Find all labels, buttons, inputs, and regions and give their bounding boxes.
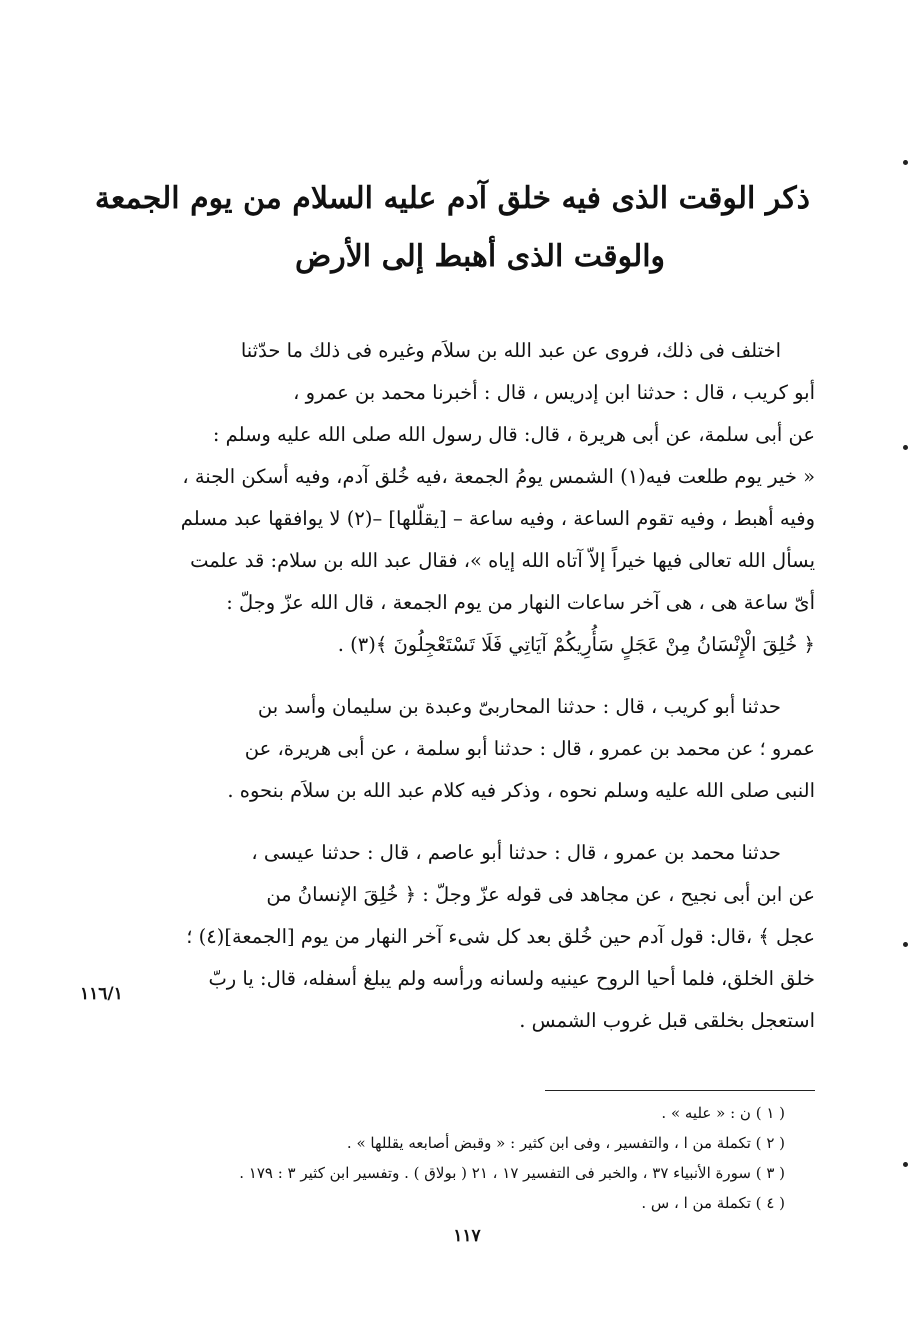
text-line: استعجل بخلقى قبل غروب الشمس . (519, 1009, 815, 1032)
text-line: حدثنا محمد بن عمرو ، قال : حدثنا أبو عاصم ، قال : حدثنا عيسى ، (251, 841, 781, 864)
text-line: اختلف فى ذلك، فروى عن عبد الله بن سلاَم وغيره فى ذلك ما حدّثنا (240, 339, 781, 362)
scan-speck (903, 942, 908, 947)
chapter-title-line-2: والوقت الذى أهبط إلى الأرض (294, 239, 666, 274)
quran-verse-line: ﴿ خُلِقَ الْإِنْسَانُ مِنْ عَجَلٍ سَأُرِيكُمْ آيَاتِي فَلَا تَسْتَعْجِلُونَ ﴾(٣) . (337, 633, 815, 656)
text-line: أبو كريب ، قال : حدثنا ابن إدريس ، قال : أخبرنا محمد بن عمرو ، (293, 381, 815, 404)
text-line: يسأل الله تعالى فيها خيراً إلاّ آتاه الله إياه »، فقال عبد الله بن سلام: قد علمت (190, 549, 815, 572)
body-text (175, 330, 815, 1042)
footnote-2: ( ٢ ) تكملة من ا ، والتفسير ، وفى ابن كثير : « وقبض أصابعه يقللها » . (346, 1134, 785, 1152)
text-line: أىّ ساعة هى ، هى آخر ساعات النهار من يوم الجمعة ، قال الله عزّ وجلّ : (226, 591, 815, 614)
text-line: وفيه أهبط ، وفيه تقوم الساعة ، وفيه ساعة – [يقلّلها] –(٢) لا يوافقها عبد مسلم (180, 507, 815, 530)
paragraph-1 (175, 330, 815, 666)
margin-reference: ١١٦/١ (80, 984, 123, 1004)
chapter-title (94, 170, 810, 286)
paragraph-3 (175, 832, 815, 1042)
footnote-divider (545, 1090, 815, 1091)
footnote-3: ( ٣ ) سورة الأنبياء ٣٧ ، والخبر فى التفسير ١٧ ، ٢١ ( بولاق ) . وتفسير ابن كثير ٣ : ١٧٩ . (239, 1164, 785, 1182)
text-line: عمرو ؛ عن محمد بن عمرو ، قال : حدثنا أبو سلمة ، عن أبى هريرة، عن (244, 737, 815, 760)
chapter-title-line-1: ذكر الوقت الذى فيه خلق آدم عليه السلام من يوم الجمعة (94, 181, 810, 216)
text-line: خلق الخلق، فلما أحيا الروح عينيه ولسانه ورأسه ولم يبلغ أسفله، قال: يا ربّ (208, 967, 815, 990)
footnote-1: ( ١ ) ن : « عليه » . (661, 1104, 785, 1122)
footnote-4: ( ٤ ) تكملة من ا ، س . (641, 1194, 785, 1212)
text-line: عن أبى سلمة، عن أبى هريرة ، قال: قال رسول الله صلى الله عليه وسلم : (212, 423, 815, 446)
scan-speck (903, 160, 908, 165)
text-line: حدثنا أبو كريب ، قال : حدثنا المحاربىّ وعبدة بن سليمان وأسد بن (257, 695, 781, 718)
text-line: « خير يوم طلعت فيه(١) الشمس يومُ الجمعة ،فيه خُلق آدم، وفيه أسكن الجنة ، (182, 465, 815, 488)
footnotes (165, 1098, 785, 1218)
page-number: ١١٧ (453, 1226, 481, 1246)
text-line: عجل ﴾ ،قال: قول آدم حين خُلق بعد كل شىء آخر النهار من يوم [الجمعة](٤) ؛ (186, 925, 815, 948)
text-line: النبى صلى الله عليه وسلم نحوه ، وذكر فيه كلام عبد الله بن سلاَم بنحوه . (227, 779, 815, 802)
scan-speck (903, 1162, 908, 1167)
paragraph-2 (175, 686, 815, 812)
scan-speck (903, 445, 908, 450)
text-line: عن ابن أبى نجيح ، عن مجاهد فى قوله عزّ وجلّ : ﴿ خُلِقَ الإنسانُ من (266, 883, 815, 906)
